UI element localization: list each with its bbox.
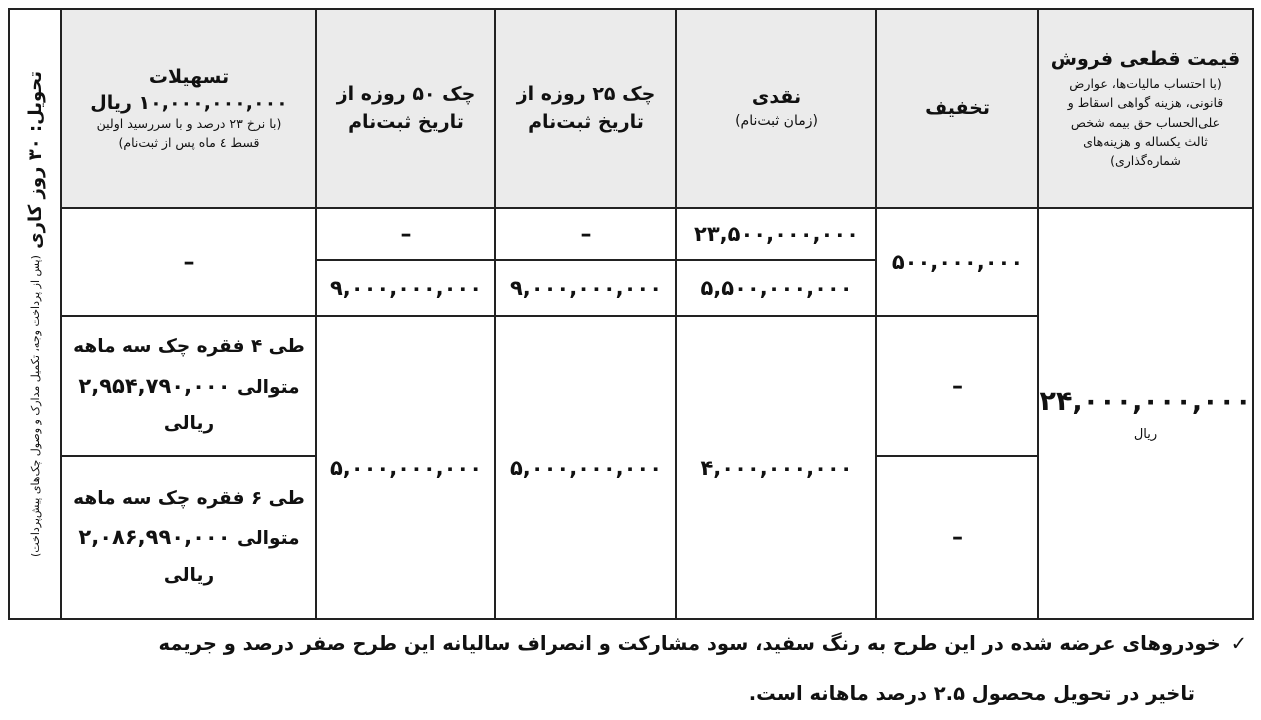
- grid-line: [60, 315, 1039, 317]
- cash-cell-r2: [677, 261, 876, 315]
- header-loan-sub-2: قسط ٤ ماه پس از ثبت‌نام): [118, 135, 260, 151]
- header-price-sub-3: علی‌الحساب حق بیمه شخص: [1070, 114, 1221, 130]
- check25-value-r2: ۹,۰۰۰,۰۰۰,۰۰۰: [509, 276, 663, 300]
- header-check25-line2: تاریخ ثبت‌نام: [528, 110, 644, 133]
- installment-r4-amount: ۲,۰۸۶,۹۹۰,۰۰۰: [78, 525, 231, 550]
- cash-value-r1: ۲۳,۵۰۰,۰۰۰,۰۰۰: [694, 222, 859, 246]
- header-price-sub-5: شماره‌گذاری): [1110, 153, 1181, 169]
- grid-line: [60, 455, 317, 457]
- discount-dash-r3: –: [952, 373, 963, 399]
- loan-cell-r3: [62, 317, 316, 455]
- footnote-line-2: تاخیر در تحویل محصول ۲.۵ درصد ماهانه است.: [748, 682, 1195, 705]
- check25-dash-r1: –: [580, 221, 592, 247]
- check-mark-icon: ✓: [1230, 632, 1247, 655]
- delivery-side-label: [10, 10, 60, 618]
- discount-cell-r12: [877, 209, 1038, 315]
- header-cash-sub: (زمان ثبت‌نام): [735, 113, 818, 130]
- check25-cell-r2: [496, 261, 676, 315]
- discount-dash-r4: –: [952, 525, 963, 550]
- check50-value-r34: ۵,۰۰۰,۰۰۰,۰۰۰: [329, 455, 483, 480]
- delivery-label: تحویل: ۳۰ روز کاری: [24, 70, 46, 249]
- final-price-unit: ریال: [1133, 426, 1158, 442]
- header-check25-line1: چک ۲۵ روزه از: [516, 82, 656, 105]
- installment-r3-amount: ۲,۹۵۴,۷۹۰,۰۰۰: [78, 373, 231, 398]
- header-check50-line1: چک ۵۰ روزه از: [336, 82, 476, 105]
- cash-value-r2: ۵,۵۰۰,۰۰۰,۰۰۰: [700, 276, 853, 300]
- header-loan: [62, 10, 316, 207]
- header-price: [1039, 10, 1252, 207]
- grid-line: [1037, 10, 1039, 618]
- installment-r3-line1: طی ۴ فقره چک سه ماهه: [73, 336, 305, 358]
- grid-line: [60, 207, 1252, 209]
- check50-value-r2: ۹,۰۰۰,۰۰۰,۰۰۰: [329, 276, 483, 300]
- cash-cell-r1: [677, 209, 876, 259]
- cash-cell-r34: [677, 317, 876, 618]
- grid-line: [494, 10, 496, 618]
- loan-cell-r12: [62, 209, 316, 315]
- grid-line: [675, 10, 677, 618]
- check50-cell-r2: [317, 261, 495, 315]
- header-check50-line2: تاریخ ثبت‌نام: [348, 110, 464, 133]
- discount-cell-r3: [877, 317, 1038, 455]
- grid-line: [315, 259, 877, 261]
- header-check25: [496, 10, 676, 207]
- installment-r4-line2: [78, 517, 299, 558]
- header-loan-amount: ۱۰,۰۰۰,۰۰۰,۰۰۰ ریال: [90, 91, 288, 114]
- installment-r4-line3: ریالی: [163, 564, 215, 586]
- check25-cell-r34: [496, 317, 676, 618]
- discount-value: ۵۰۰,۰۰۰,۰۰۰: [891, 250, 1024, 274]
- header-price-title: قیمت قطعی فروش: [1050, 48, 1241, 71]
- loan-dash-r12: –: [183, 249, 195, 275]
- footnote-line-1: [159, 632, 1247, 655]
- installment-r3-prefix: متوالی: [236, 376, 300, 398]
- header-loan-title: تسهیلات: [148, 66, 230, 89]
- final-price-value: ۲۴,۰۰۰,۰۰۰,۰۰۰: [1039, 385, 1252, 417]
- delivery-label-note: (پس از پرداخت وجه، تکمیل مدارک و وصول چک‌های پیش‌پرداخت): [28, 255, 42, 558]
- loan-cell-r4: [62, 457, 316, 618]
- header-check50: [317, 10, 495, 207]
- header-price-sub-2: قانونی، هزینه گواهی اسقاط و: [1067, 95, 1224, 111]
- check50-cell-r1: [317, 209, 495, 259]
- grid-line: [60, 10, 62, 618]
- check50-cell-r34: [317, 317, 495, 618]
- grid-line: [315, 10, 317, 618]
- check25-value-r34: ۵,۰۰۰,۰۰۰,۰۰۰: [509, 455, 663, 480]
- header-cash: [677, 10, 876, 207]
- price-cell: [1039, 209, 1252, 618]
- grid-line: [875, 10, 877, 618]
- installment-r3-line2: [78, 366, 299, 407]
- header-discount-title: تخفیف: [925, 96, 990, 119]
- header-price-sub-1: (با احتساب مالیات‌ها، عوارض: [1069, 75, 1222, 91]
- header-cash-title: نقدی: [751, 85, 802, 108]
- check50-dash-r1: –: [400, 221, 412, 247]
- footnote-text-1: خودروهای عرضه شده در این طرح به رنگ سفید، سود مشارکت و انصراف سالیانه این طرح صفر درصد و جریمه: [158, 632, 1221, 655]
- grid-line: [875, 455, 1039, 457]
- installment-r4-prefix: متوالی: [236, 528, 300, 550]
- installment-r3-line3: ریالی: [163, 413, 215, 435]
- discount-cell-r4: [877, 457, 1038, 618]
- header-loan-sub-1: (با نرخ ۲۳ درصد و با سررسید اولین: [96, 115, 282, 131]
- header-discount: [877, 10, 1038, 207]
- cash-value-r34: ۴,۰۰۰,۰۰۰,۰۰۰: [700, 455, 853, 480]
- check25-cell-r1: [496, 209, 676, 259]
- header-price-sub-4: ثالث یکساله و هزینه‌های: [1083, 133, 1208, 149]
- installment-r4-line1: طی ۶ فقره چک سه ماهه: [73, 487, 305, 509]
